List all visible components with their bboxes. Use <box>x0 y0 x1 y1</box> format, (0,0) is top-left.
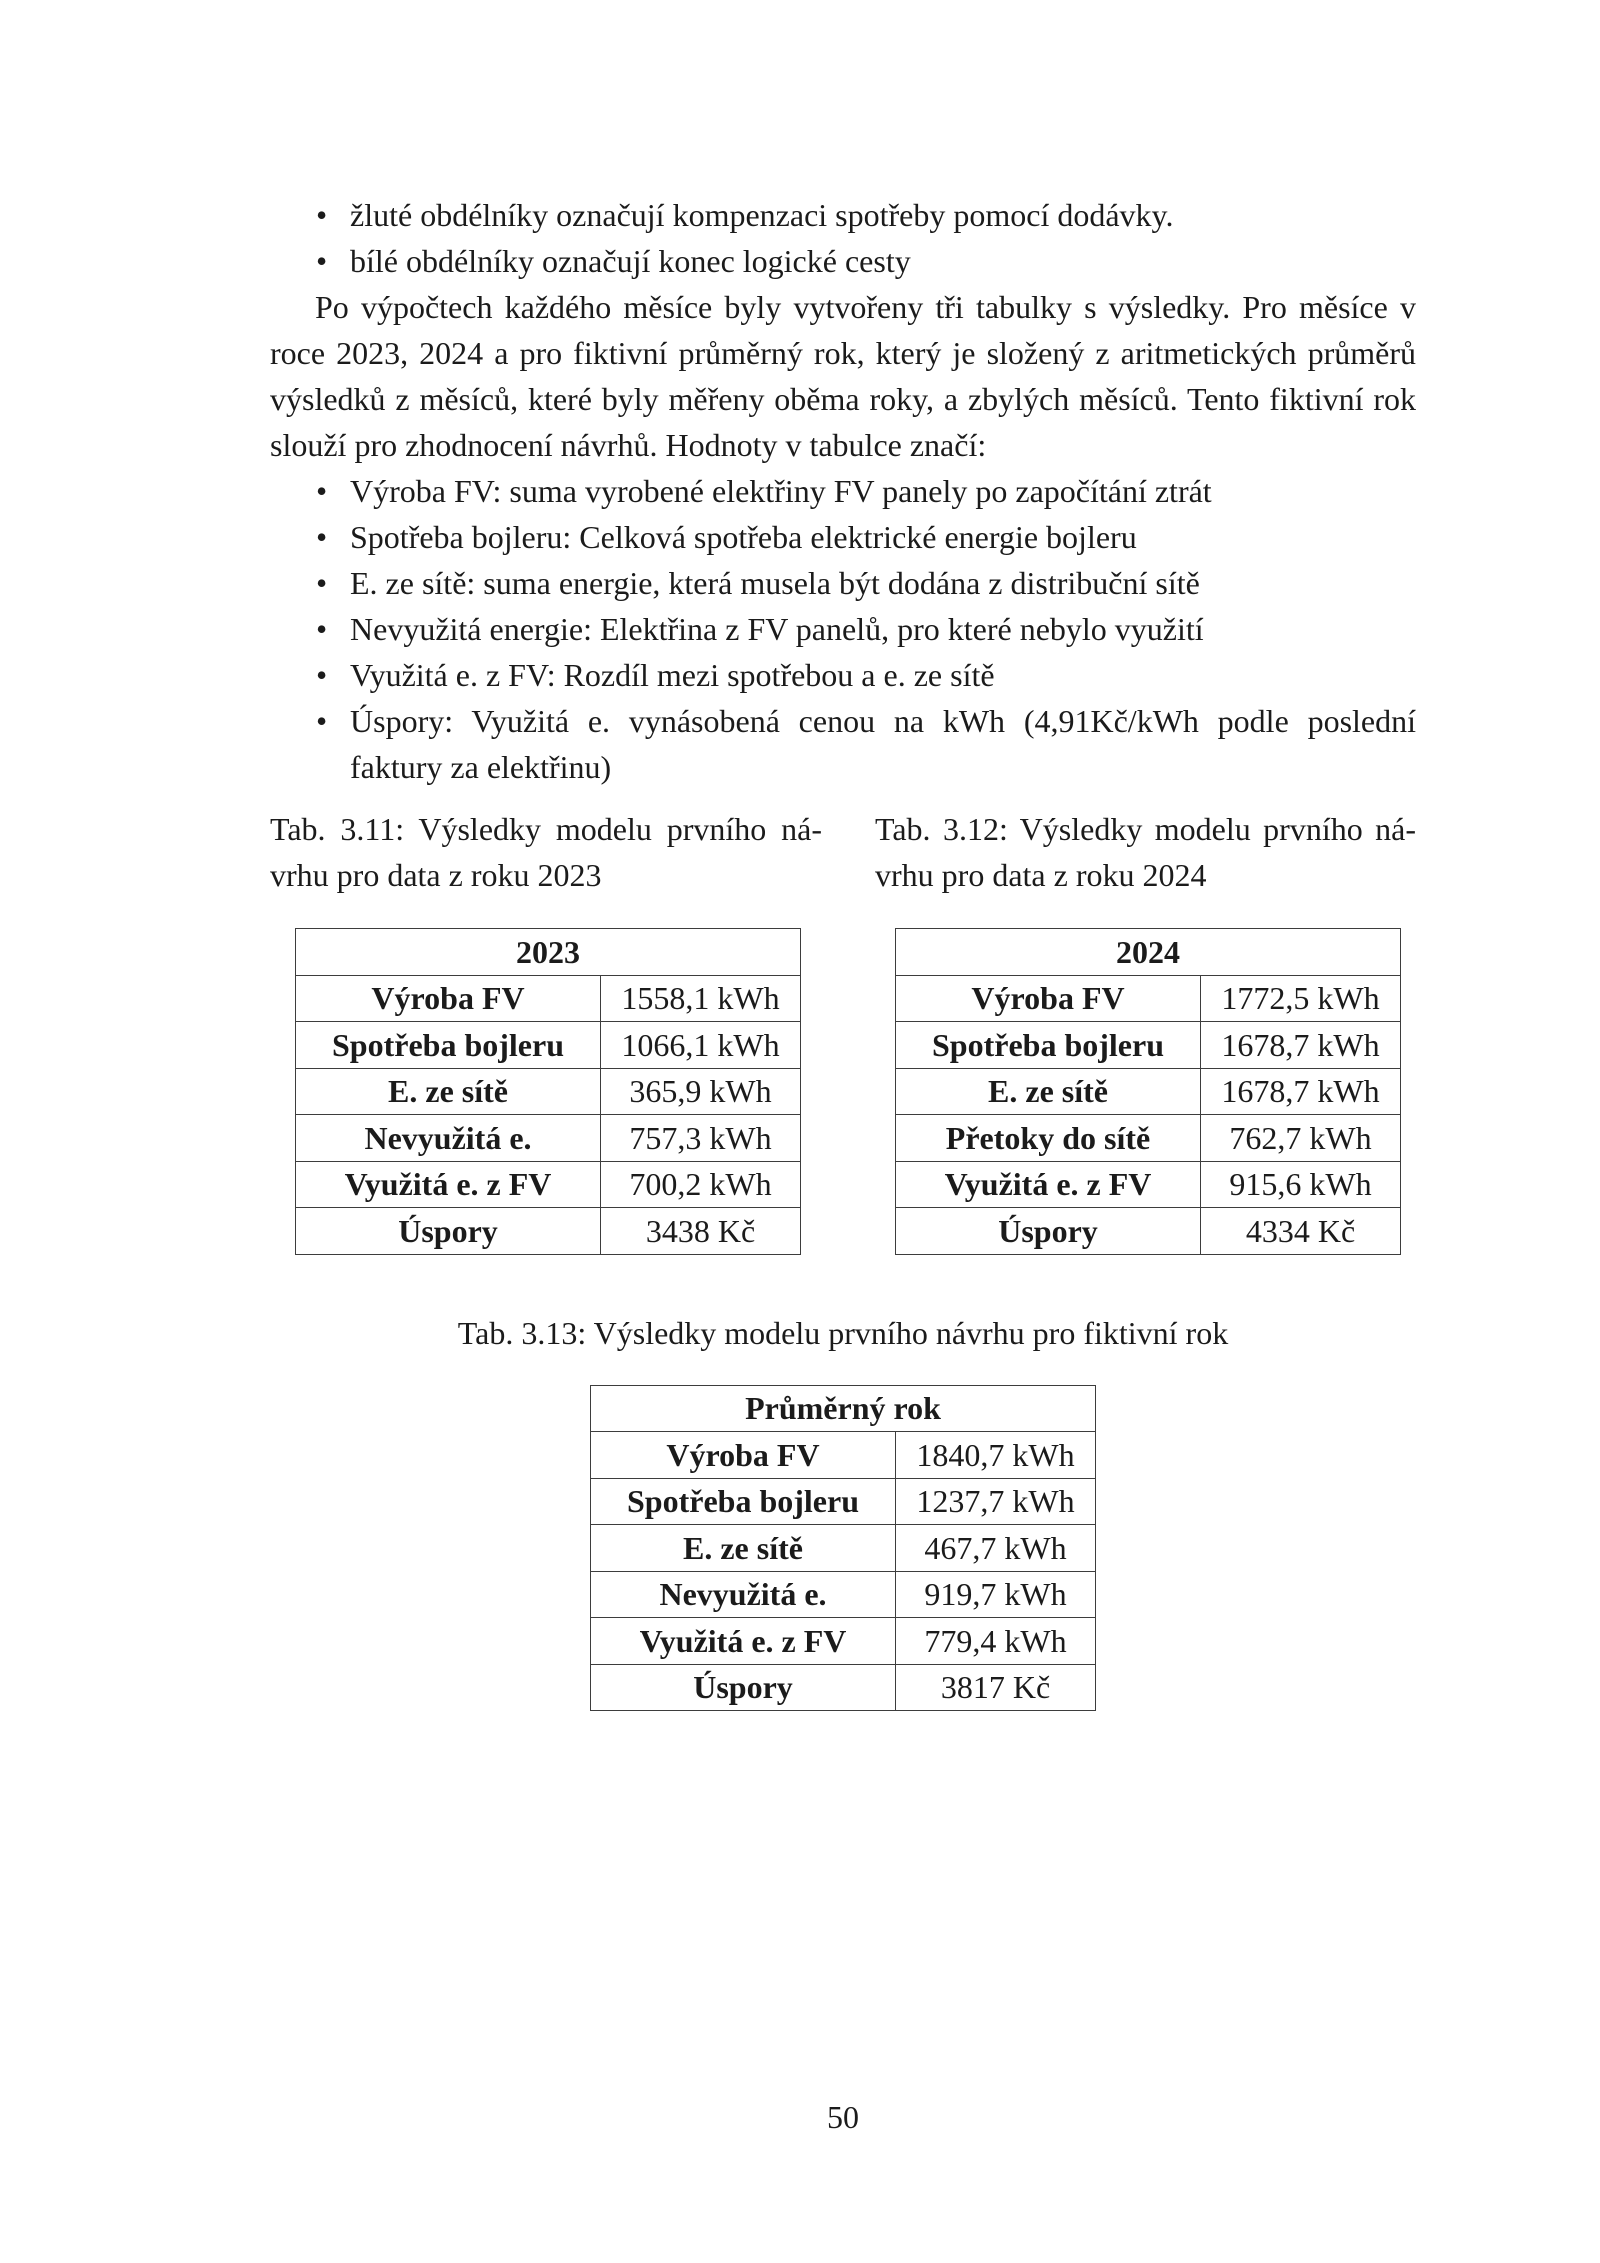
row-value: 1840,7 kWh <box>895 1432 1095 1479</box>
caption-line: Tab. 3.11: Výsledky modelu prvního ná- <box>270 811 822 847</box>
table-row <box>896 1115 1401 1162</box>
row-label: Výroba FV <box>896 975 1201 1022</box>
row-label: Úspory <box>296 1208 601 1255</box>
table-row <box>296 1068 801 1115</box>
row-label: E. ze sítě <box>590 1525 895 1572</box>
row-value: 1678,7 kWh <box>1201 1022 1401 1069</box>
bullet-text: E. ze sítě: suma energie, která musela být dodána z distribuční sítě <box>350 565 1200 601</box>
list-item <box>270 238 1416 284</box>
bullet-text: Nevyužitá energie: Elektřina z FV panelů, pro které nebylo využití <box>350 611 1204 647</box>
list-item <box>270 698 1416 790</box>
row-value: 757,3 kWh <box>601 1115 801 1162</box>
table-row <box>590 1618 1095 1665</box>
bullet-text: žluté obdélníky označují kompenzaci spotřeby pomocí dodávky. <box>350 197 1174 233</box>
page-number: 50 <box>827 2099 859 2135</box>
table-header-row <box>896 929 1401 976</box>
row-value: 700,2 kWh <box>601 1161 801 1208</box>
row-label: Úspory <box>896 1208 1201 1255</box>
row-label: E. ze sítě <box>296 1068 601 1115</box>
row-value: 365,9 kWh <box>601 1068 801 1115</box>
row-value: 919,7 kWh <box>895 1571 1095 1618</box>
list-item <box>270 192 1416 238</box>
row-value: 1558,1 kWh <box>601 975 801 1022</box>
table-row <box>896 975 1401 1022</box>
row-label: Úspory <box>590 1664 895 1711</box>
table-header-row <box>590 1385 1095 1432</box>
definitions-bullet-list <box>270 468 1416 790</box>
row-value: 779,4 kWh <box>895 1618 1095 1665</box>
bullet-text: Úspory: Využitá e. vynásobená cenou na kWh (4,91Kč/kWh podle poslední faktury za elektřinu) <box>350 703 1416 785</box>
row-label: Nevyužitá e. <box>296 1115 601 1162</box>
table-caption-average-year: Tab. 3.13: Výsledky modelu prvního návrhu pro fiktivní rok <box>457 1314 1229 1351</box>
table-row <box>590 1432 1095 1479</box>
caption-line: Tab. 3.12: Výsledky modelu prvního ná- <box>875 811 1416 847</box>
bullet-text: Spotřeba bojleru: Celková spotřeba elektrické energie bojleru <box>350 519 1137 555</box>
table-row <box>590 1571 1095 1618</box>
row-value: 3817 Kč <box>895 1664 1095 1711</box>
caption-line: vrhu pro data z roku 2023 <box>270 857 602 893</box>
caption-line: vrhu pro data z roku 2024 <box>875 857 1207 893</box>
list-item <box>270 468 1416 514</box>
bullet-text: Využitá e. z FV: Rozdíl mezi spotřebou a e. ze sítě <box>350 657 995 693</box>
row-value: 1678,7 kWh <box>1201 1068 1401 1115</box>
table-title: 2024 <box>896 929 1401 976</box>
list-item <box>270 560 1416 606</box>
row-value: 1772,5 kWh <box>1201 975 1401 1022</box>
results-table-2024 <box>895 928 1401 1255</box>
row-label: Spotřeba bojleru <box>590 1478 895 1525</box>
table-title: 2023 <box>296 929 801 976</box>
row-label: Využitá e. z FV <box>296 1161 601 1208</box>
bullet-text: bílé obdélníky označují konec logické cesty <box>350 243 911 279</box>
row-value: 915,6 kWh <box>1201 1161 1401 1208</box>
table-row <box>896 1068 1401 1115</box>
row-value: 467,7 kWh <box>895 1525 1095 1572</box>
bullet-text: Výroba FV: suma vyrobené elektřiny FV panely po započítání ztrát <box>350 473 1212 509</box>
table-row <box>896 1161 1401 1208</box>
results-table-2023 <box>295 928 801 1255</box>
row-label: Nevyužitá e. <box>590 1571 895 1618</box>
results-tables-row <box>270 928 1416 1255</box>
table-row <box>896 1022 1401 1069</box>
row-value: 1066,1 kWh <box>601 1022 801 1069</box>
table-row <box>296 1161 801 1208</box>
table-captions-row <box>270 806 1416 898</box>
row-value: 762,7 kWh <box>1201 1115 1401 1162</box>
table-header-row <box>296 929 801 976</box>
row-label: Spotřeba bojleru <box>296 1022 601 1069</box>
list-item <box>270 652 1416 698</box>
table-row <box>590 1525 1095 1572</box>
row-label: Využitá e. z FV <box>896 1161 1201 1208</box>
table-title: Průměrný rok <box>590 1385 1095 1432</box>
text-block <box>270 0 1416 1711</box>
table-row <box>296 1115 801 1162</box>
row-label: E. ze sítě <box>896 1068 1201 1115</box>
row-value: 4334 Kč <box>1201 1208 1401 1255</box>
row-label: Výroba FV <box>296 975 601 1022</box>
table-row <box>296 1022 801 1069</box>
row-label: Využitá e. z FV <box>590 1618 895 1665</box>
body-paragraph: Po výpočtech každého měsíce byly vytvořeny tři tabulky s výsledky. Pro měsíce v roce 2023, 2024 a pro fiktivní průměrný rok, který je složený z aritmetických průměrů výsledků z měsíců, které byly měřeny oběma roky, a zbylých měsíců. Tento fiktivní rok slouží pro zhodnocení návrhů. Hodnoty v tabulce značí: <box>270 289 1416 463</box>
table-row <box>296 1208 801 1255</box>
row-value: 3438 Kč <box>601 1208 801 1255</box>
table-row <box>590 1478 1095 1525</box>
table-row <box>296 975 801 1022</box>
intro-bullet-list <box>270 192 1416 284</box>
table-caption-2023 <box>270 806 822 898</box>
row-value: 1237,7 kWh <box>895 1478 1095 1525</box>
row-label: Spotřeba bojleru <box>896 1022 1201 1069</box>
list-item <box>270 606 1416 652</box>
row-label: Přetoky do sítě <box>896 1115 1201 1162</box>
table-row <box>896 1208 1401 1255</box>
list-item <box>270 514 1416 560</box>
table-caption-2024 <box>875 806 1416 898</box>
row-label: Výroba FV <box>590 1432 895 1479</box>
table-row <box>590 1664 1095 1711</box>
results-table-average-year <box>590 1385 1096 1712</box>
